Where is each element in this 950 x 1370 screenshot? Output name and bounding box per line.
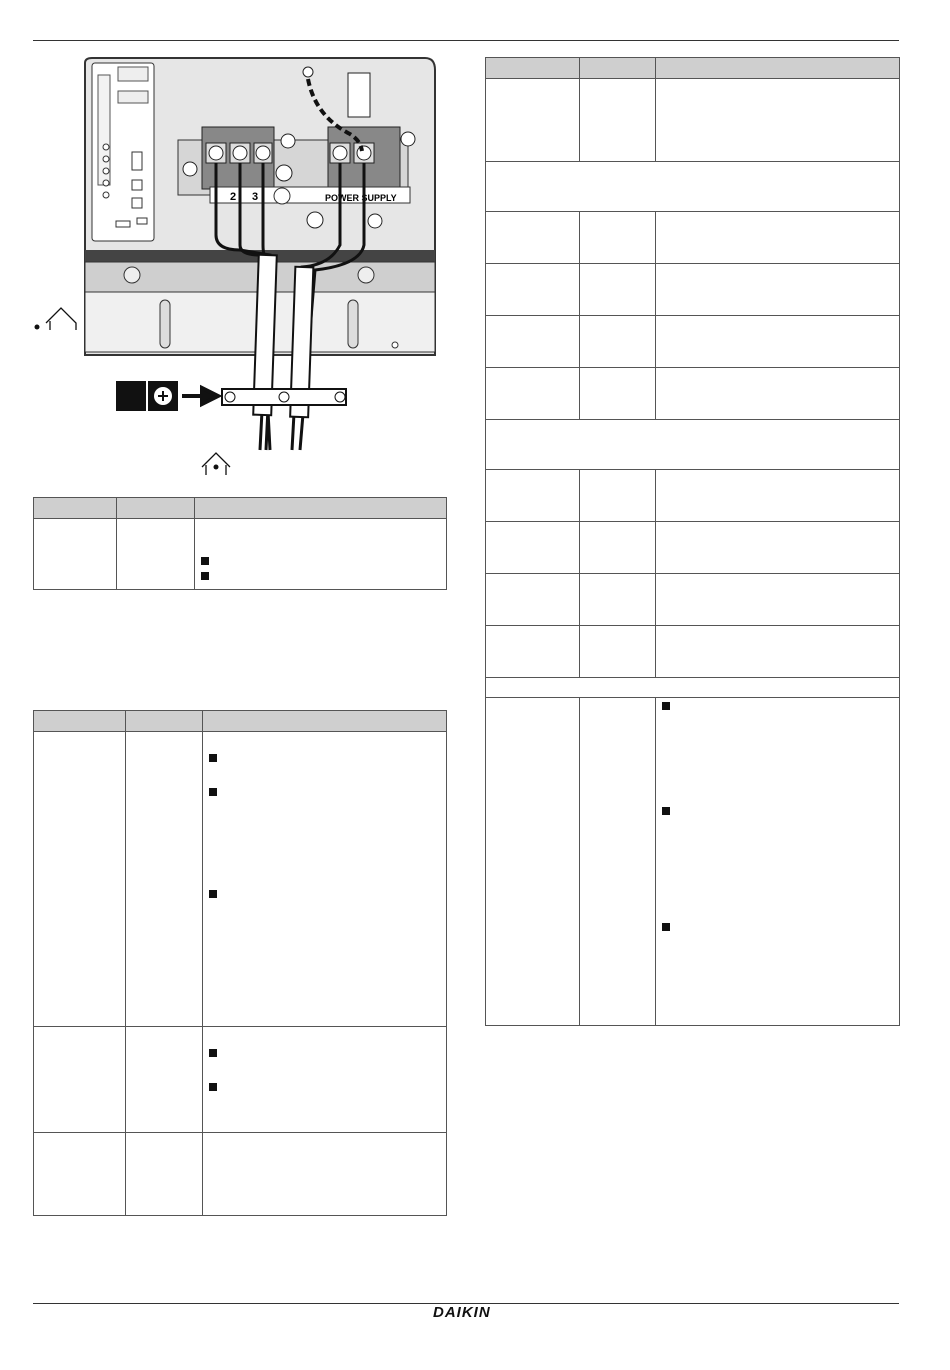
bullet-icon bbox=[209, 890, 217, 898]
clamp-label-box bbox=[116, 381, 146, 411]
table-left-1 bbox=[33, 497, 447, 590]
power-supply-label: POWER SUPPLY bbox=[325, 193, 397, 203]
bullet-icon bbox=[209, 1049, 217, 1057]
board-chip bbox=[118, 91, 148, 103]
table-left-2 bbox=[33, 710, 447, 1216]
table-right bbox=[485, 57, 900, 1026]
bullet-icon bbox=[209, 1083, 217, 1091]
table-header-row bbox=[34, 498, 447, 519]
bullet-icon bbox=[209, 754, 217, 762]
table-row bbox=[486, 574, 900, 626]
bullet-icon bbox=[201, 557, 209, 565]
bullet-icon bbox=[662, 702, 670, 710]
brand-logo: DAIKIN bbox=[433, 1304, 491, 1321]
table-row bbox=[486, 470, 900, 522]
table-row bbox=[486, 522, 900, 574]
board-chip bbox=[118, 67, 148, 81]
ground-icon bbox=[274, 188, 290, 204]
table-row bbox=[34, 732, 447, 1027]
top-rule bbox=[33, 40, 899, 41]
table-header-row bbox=[486, 58, 900, 79]
connector-plug bbox=[348, 73, 370, 117]
table-row bbox=[486, 316, 900, 368]
terminal-label-2: 2 bbox=[230, 191, 237, 203]
table-row bbox=[486, 264, 900, 316]
bullet-icon bbox=[209, 788, 217, 796]
wiring-diagram bbox=[30, 55, 450, 475]
table-row bbox=[34, 1133, 447, 1216]
table-section-row bbox=[486, 420, 900, 470]
table-section-row bbox=[486, 162, 900, 212]
table-row bbox=[486, 368, 900, 420]
arrow-right-icon bbox=[182, 388, 218, 404]
table-section-row bbox=[486, 678, 900, 698]
table-row bbox=[486, 212, 900, 264]
terminal-label-3: 3 bbox=[252, 191, 259, 203]
table-header-row bbox=[34, 711, 447, 732]
bullet-icon bbox=[201, 572, 209, 580]
table-row bbox=[486, 79, 900, 162]
table-row bbox=[486, 626, 900, 678]
bullet-icon bbox=[662, 807, 670, 815]
bullet-icon bbox=[662, 923, 670, 931]
table-row bbox=[486, 698, 900, 1026]
table-row bbox=[34, 1027, 447, 1133]
table-row bbox=[34, 519, 447, 590]
